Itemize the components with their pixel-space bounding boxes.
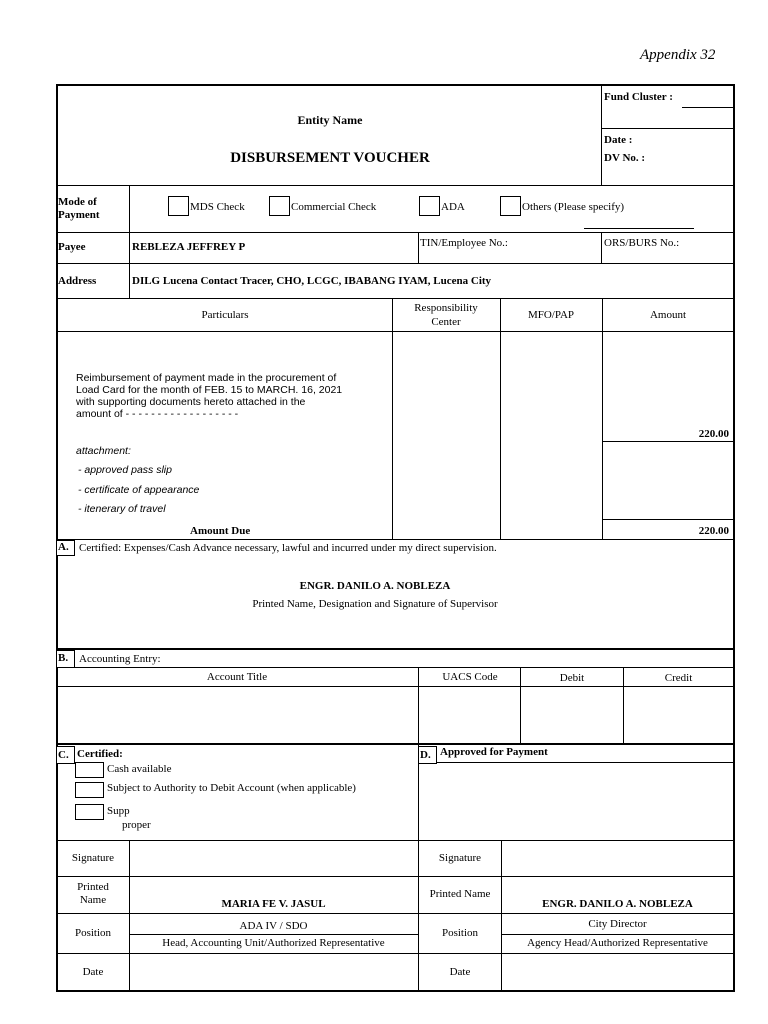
col-resp-1: Responsibility xyxy=(414,302,478,314)
section-c-letter: C. xyxy=(58,749,69,761)
dv-no-label: DV No. : xyxy=(604,152,646,164)
cash-available-checkbox[interactable] xyxy=(75,762,104,778)
others-checkbox[interactable] xyxy=(500,196,521,216)
attachment-1: - approved pass slip xyxy=(78,464,172,476)
address-value: DILG Lucena Contact Tracer, CHO, LCGC, IBABANG IYAM, Lucena City xyxy=(132,275,492,287)
supporting-docs-checkbox[interactable] xyxy=(75,804,104,820)
col-debit: Debit xyxy=(559,672,585,684)
left-printed-label-2: Name xyxy=(79,894,107,906)
commercial-check-checkbox[interactable] xyxy=(269,196,290,216)
payment-label-1: Mode of xyxy=(58,196,97,208)
commercial-check-label: Commercial Check xyxy=(291,201,377,213)
right-position-value: City Director xyxy=(588,918,647,930)
authority-debit-checkbox[interactable] xyxy=(75,782,104,798)
mds-check-label: MDS Check xyxy=(190,201,245,213)
appendix-label: Appendix 32 xyxy=(640,47,716,63)
amount-due-value: 220.00 xyxy=(698,525,729,537)
right-signature-label: Signature xyxy=(438,852,482,864)
col-mfo: MFO/PAP xyxy=(527,309,575,321)
attachment-label: attachment: xyxy=(76,445,131,457)
tin-label: TIN/Employee No.: xyxy=(420,237,508,249)
section-c-label: Certified: xyxy=(77,748,123,760)
col-account-title: Account Title xyxy=(206,671,268,683)
left-date-label: Date xyxy=(82,966,104,978)
left-position-value: ADA IV / SDO xyxy=(239,920,308,932)
right-date-label: Date xyxy=(449,966,471,978)
section-d-label: Approved for Payment xyxy=(440,746,548,758)
frame-bottom xyxy=(56,990,734,992)
col-resp-2: Center xyxy=(431,316,461,328)
left-signature-label: Signature xyxy=(71,852,115,864)
amount-due-label: Amount Due xyxy=(190,525,251,537)
particulars-line-2: Load Card for the month of FEB. 15 to MARCH. 16, 2021 xyxy=(76,384,343,396)
frame-top xyxy=(56,84,734,86)
attachment-2: - certificate of appearance xyxy=(78,484,200,496)
left-position-caption: Head, Accounting Unit/Authorized Representative xyxy=(162,937,385,949)
date-label: Date : xyxy=(604,134,633,146)
section-b-letter: B. xyxy=(58,652,69,664)
payee-value: REBLEZA JEFFREY P xyxy=(132,241,246,253)
payee-label: Payee xyxy=(58,241,86,253)
attachment-3: - itenerary of travel xyxy=(78,503,166,515)
cash-available-label: Cash available xyxy=(107,763,172,775)
ada-label: ADA xyxy=(441,201,465,213)
supervisor-name: ENGR. DANILO A. NOBLEZA xyxy=(299,580,451,592)
particulars-line-1: Reimbursement of payment made in the procurement of xyxy=(76,372,337,384)
mds-check-checkbox[interactable] xyxy=(168,196,189,216)
left-printed-label-1: Printed xyxy=(77,881,109,893)
right-printed-name: ENGR. DANILO A. NOBLEZA xyxy=(542,898,693,910)
section-b-label: Accounting Entry: xyxy=(79,653,161,665)
section-d-letter: D. xyxy=(420,749,431,761)
col-amount: Amount xyxy=(649,309,687,321)
authority-debit-label: Subject to Authority to Debit Account (when applicable) xyxy=(107,782,356,794)
fund-cluster-label: Fund Cluster : xyxy=(604,91,673,103)
supporting-docs-label: Supp xyxy=(107,805,130,817)
left-position-label: Position xyxy=(74,927,112,939)
frame-right xyxy=(733,84,735,992)
supporting-docs-label-2: proper xyxy=(122,819,151,831)
ada-checkbox[interactable] xyxy=(419,196,440,216)
right-printed-label: Printed Name xyxy=(429,888,491,900)
supervisor-caption: Printed Name, Designation and Signature of Supervisor xyxy=(252,598,498,610)
page-title: DISBURSEMENT VOUCHER xyxy=(230,150,430,166)
col-particulars: Particulars xyxy=(201,309,249,321)
ors-label: ORS/BURS No.: xyxy=(604,237,680,249)
right-position-label: Position xyxy=(441,927,479,939)
others-specify-line[interactable] xyxy=(584,228,694,229)
address-label: Address xyxy=(58,275,97,287)
section-a-text: Certified: Expenses/Cash Advance necessary, lawful and incurred under my direct supervision. xyxy=(79,542,497,554)
col-uacs-code: UACS Code xyxy=(442,671,498,683)
particulars-line-3: with supporting documents hereto attached in the xyxy=(76,396,306,408)
right-position-caption: Agency Head/Authorized Representative xyxy=(527,937,708,949)
entity-name: Entity Name xyxy=(297,113,363,127)
particulars-amount: 220.00 xyxy=(698,428,729,440)
section-a-letter: A. xyxy=(58,541,69,553)
others-label: Others (Please specify) xyxy=(522,201,625,213)
payment-label-2: Payment xyxy=(58,209,100,221)
col-credit: Credit xyxy=(664,672,693,684)
left-printed-name: MARIA FE V. JASUL xyxy=(221,898,326,910)
particulars-line-4: amount of - - - - - - - - - - - - - - - - - - xyxy=(76,408,239,420)
